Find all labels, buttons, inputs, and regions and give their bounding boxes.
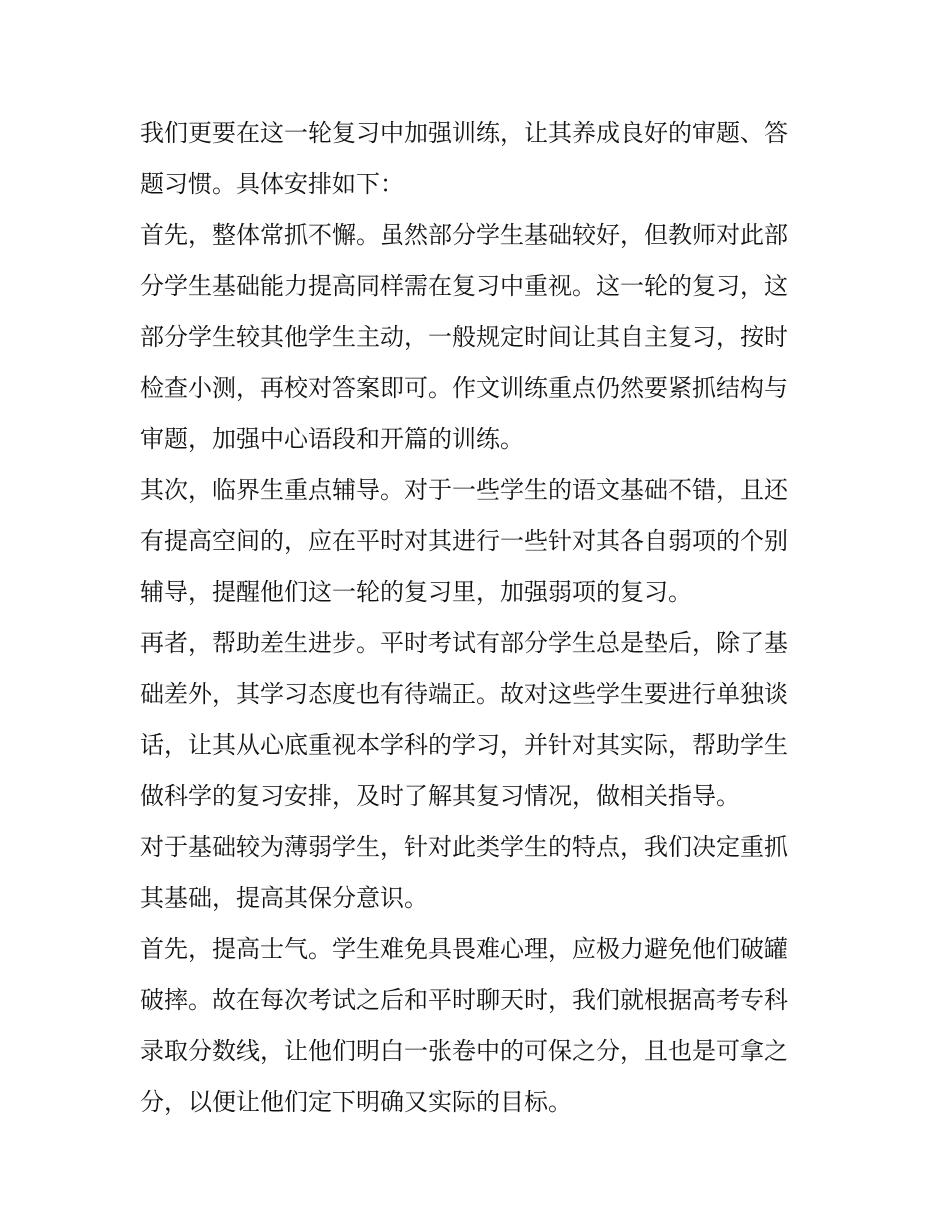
text-line: 分学生基础能力提高同样需在复习中重视。这一轮的复习，这	[140, 272, 788, 300]
text-line: 做科学的复习安排，及时了解其复习情况，做相关指导。	[140, 782, 740, 810]
text-line: 题习惯。具体安排如下：	[140, 170, 404, 198]
text-line: 分，以便让他们定下明确又实际的目标。	[140, 1088, 572, 1116]
text-line: 我们更要在这一轮复习中加强训练，让其养成良好的审题、答	[140, 119, 788, 147]
text-line: 其基础，提高其保分意识。	[140, 884, 428, 912]
text-line: 部分学生较其他学生主动，一般规定时间让其自主复习，按时	[140, 323, 788, 351]
text-line: 再者，帮助差生进步。平时考试有部分学生总是垫后，除了基	[140, 629, 788, 657]
text-line: 辅导，提醒他们这一轮的复习里，加强弱项的复习。	[140, 578, 692, 606]
text-line: 其次，临界生重点辅导。对于一些学生的语文基础不错，且还	[140, 476, 788, 504]
text-line: 有提高空间的，应在平时对其进行一些针对其各自弱项的个别	[140, 527, 788, 555]
paragraph-intro	[140, 108, 812, 210]
text-line: 检查小测，再校对答案即可。作文训练重点仍然要紧抓结构与	[140, 374, 788, 402]
paragraph-second-point	[140, 465, 812, 618]
text-line: 对于基础较为薄弱学生，针对此类学生的特点，我们决定重抓	[140, 833, 788, 861]
paragraph-first-point	[140, 210, 812, 465]
paragraph-weak-students	[140, 822, 812, 924]
document-body	[140, 108, 812, 1128]
text-line: 审题，加强中心语段和开篇的训练。	[140, 425, 524, 453]
paragraph-third-point	[140, 618, 812, 822]
text-line: 话，让其从心底重视本学科的学习，并针对其实际，帮助学生	[140, 731, 788, 759]
text-line: 首先，整体常抓不懈。虽然部分学生基础较好，但教师对此部	[140, 221, 788, 249]
text-line: 首先，提高士气。学生难免具畏难心理，应极力避免他们破罐	[140, 935, 788, 963]
text-line: 录取分数线，让他们明白一张卷中的可保之分，且也是可拿之	[140, 1037, 788, 1065]
text-line: 破摔。故在每次考试之后和平时聊天时，我们就根据高考专科	[140, 986, 788, 1014]
text-line: 础差外，其学习态度也有待端正。故对这些学生要进行单独谈	[140, 680, 788, 708]
paragraph-morale	[140, 924, 812, 1128]
